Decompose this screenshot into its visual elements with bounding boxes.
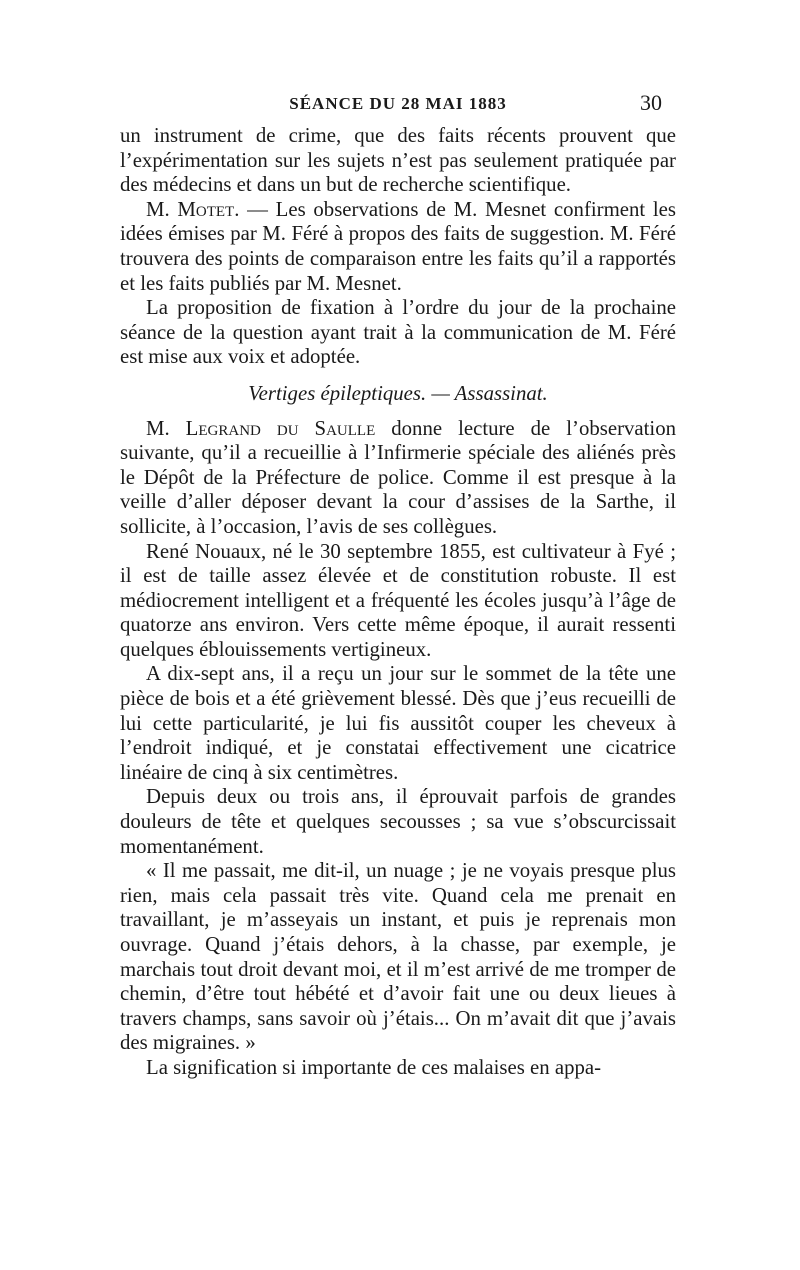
paragraph-motet [120,198,676,296]
document-page [120,88,676,1081]
paragraph-text: — Les observations de M. Mesnet confirment les idées émises par M. Féré à propos des faits de suggestion. M. Féré trouvera des points de comparaison entre les faits qu’il a rapportés et les faits publiés par M. Mesnet. [120,197,676,295]
paragraph-symptoms: Depuis deux ou trois ans, il éprouvait parfois de grandes douleurs de tête et quelques secousses ; sa vue s’obscurcissait momentanément. [120,785,676,858]
paragraph-quote: « Il me passait, me dit-il, un nuage ; je ne voyais presque plus rien, mais cela passait très vite. Quand cela me prenait en travaillant, je m’asseyais un instant, et puis je reprenais mon ouvrage. Quand j’étais dehors, à la chasse, par exemple, je marchais tout droit devant moi, et il m’est arrivé de me tromper de chemin, d’être tout hébété et d’avoir fait une ou deux lieues à travers champs, sans savoir où j’étais... On m’avait dit que j’avais des migraines. » [120,859,676,1055]
running-head [120,88,676,124]
body-text [120,124,676,1081]
paragraph-proposition: La proposition de fixation à l’ordre du jour de la prochaine séance de la question ayant trait à la communication de M. Féré est mise aux voix et adoptée. [120,296,676,369]
paragraph-injury: A dix-sept ans, il a reçu un jour sur le sommet de la tête une pièce de bois et a été grièvement blessé. Dès que j’eus recueilli de lui cette particularité, je lui fis aussitôt couper les cheveux à l’endroit indiqué, et je constatai effectivement une cicatrice linéaire de cinq à six centimètres. [120,662,676,784]
paragraph-continued: un instrument de crime, que des faits récents prouvent que l’expérimentation sur les sujets n’est pas seulement pratiquée par des médecins et dans un but de recherche scientifique. [120,124,676,197]
paragraph-signification: La signification si importante de ces malaises en appa- [146,1055,602,1079]
paragraph-text: donne lecture de l’observation suivante, qu’il a recueillie à l’Infirmerie spéciale des aliénés près le Dépôt de la Préfecture de police. Comme il est presque à la veille d’aller déposer devant la cour d’assises de la Sarthe, il sollicite, à l’occasion, l’avis de ses collègues. [120,416,676,538]
speaker-name: M. Legrand du Saulle [146,416,376,440]
paragraph-legrand [120,417,676,540]
page-number: 30 [640,90,662,115]
section-heading: Vertiges épileptiques. — Assassinat. [248,381,548,405]
speaker-name: M. Motet. [146,197,240,221]
running-title: SÉANCE DU 28 MAI 1883 [289,94,507,113]
paragraph-nouaux: René Nouaux, né le 30 septembre 1855, est cultivateur à Fyé ; il est de taille assez élevée et de constitution robuste. Il est médiocrement intelligent et a fréquenté les écoles jusqu’à l’âge de quatorze ans environ. Vers cette même époque, il aurait ressenti quelques éblouissements vertigineux. [120,539,676,661]
